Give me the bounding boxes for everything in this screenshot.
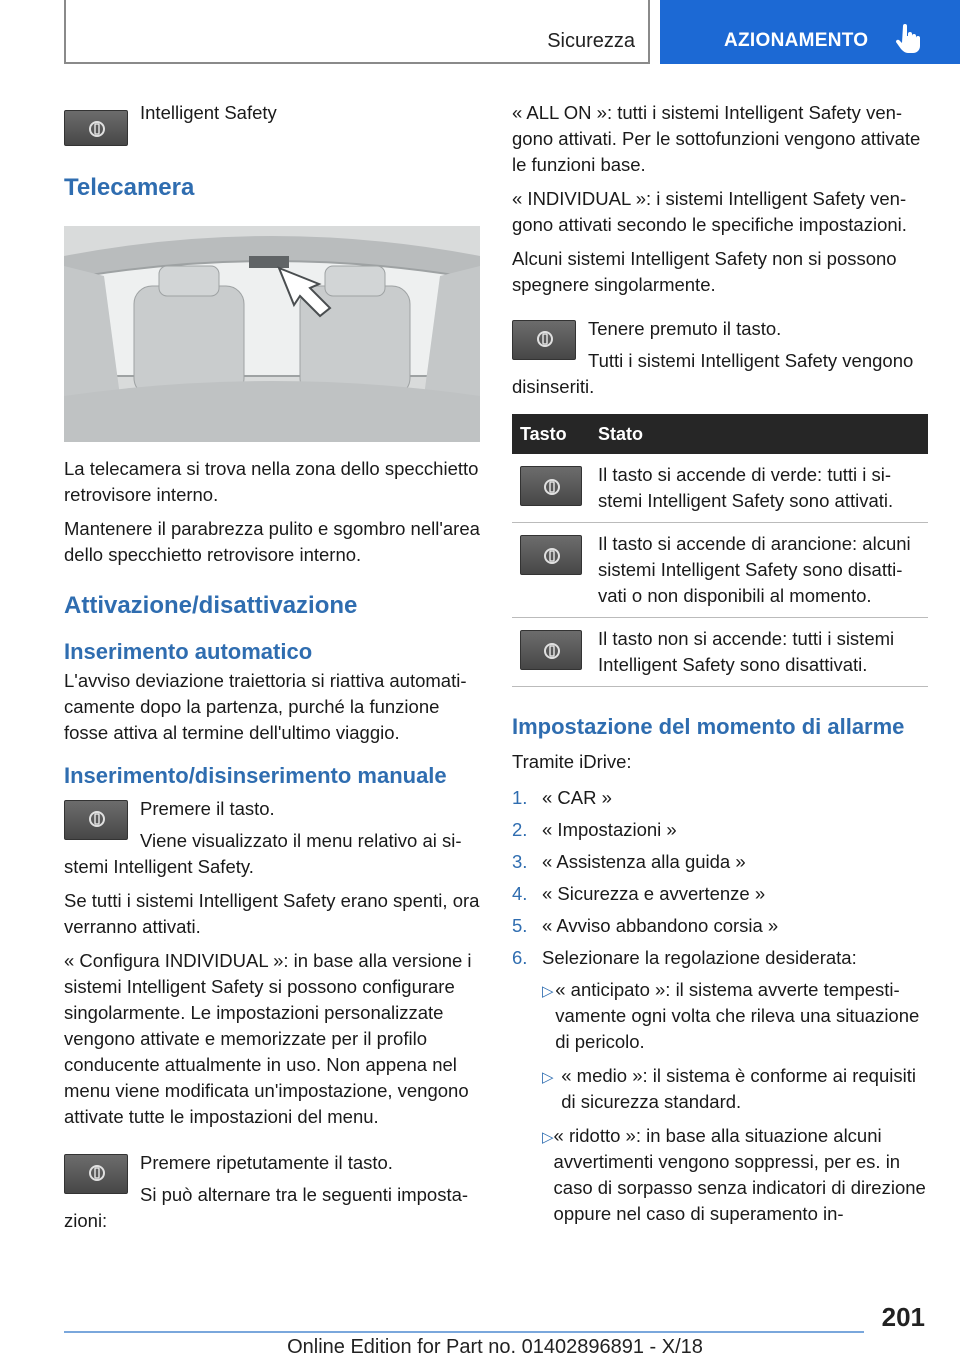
- table-row: [512, 618, 928, 687]
- intelligent-safety-button-icon: [64, 110, 128, 146]
- tab-azionamento-label: AZIONAMENTO: [724, 30, 869, 51]
- heading-inserimento-manuale: Inserimento/disinserimento manuale: [64, 763, 447, 788]
- hand-pointer-icon: [895, 24, 921, 54]
- step-number: 3.: [512, 851, 528, 872]
- hold-text-1: Tenere premuto il tasto.: [588, 318, 782, 339]
- list-item: [542, 1123, 932, 1227]
- manual-text-3: Se tutti i sistemi Intelligent Safety erano spenti, ora verranno attivati.: [64, 890, 480, 937]
- list-item: [542, 977, 932, 1055]
- car-interior-illustration: [64, 226, 480, 442]
- step-number: 5.: [512, 915, 528, 936]
- camera-location-image: [64, 226, 480, 442]
- table-row: [512, 454, 928, 523]
- step-number: 1.: [512, 787, 528, 808]
- intelligent-safety-button-icon: [520, 630, 582, 670]
- step-text: Selezionare la regolazione desiderata:: [542, 947, 857, 968]
- step-number: 2.: [512, 819, 528, 840]
- bullet-text: « anticipato »: il sistema avverte tempestivamente ogni volta che rileva una situazione di pericolo.: [555, 979, 920, 1052]
- intelligent-safety-button-icon: [64, 1154, 128, 1194]
- list-item: [512, 849, 932, 875]
- step-number: 6.: [512, 947, 528, 968]
- table-cell-icon: [512, 618, 590, 687]
- heading-momento-allarme: Impostazione del momento di allarme: [512, 714, 905, 739]
- table-cell-icon: [512, 523, 590, 618]
- repeat-text-2: Si può alternare tra le seguenti impostazioni:: [64, 1184, 469, 1231]
- footer-rule: [64, 1331, 864, 1333]
- intelligent-safety-button-icon: [520, 466, 582, 506]
- step-text: « Assistenza alla guida »: [542, 851, 746, 872]
- triangle-bullet-icon: ▷: [542, 983, 554, 1000]
- page-number: 201: [881, 1302, 925, 1332]
- table-row: [512, 523, 928, 618]
- table-cell-status: Il tasto si accende di verde: tutti i sistemi Intelligent Safety sono attivati.: [590, 454, 928, 523]
- bullet-text: « medio »: il sistema è conforme ai requisiti di sicurezza standard.: [561, 1065, 916, 1112]
- step-number: 4.: [512, 883, 528, 904]
- status-table: [512, 414, 928, 687]
- table-cell-icon: [512, 454, 590, 523]
- icon-caption: Intelligent Safety: [140, 102, 277, 123]
- intelligent-safety-button-icon: [520, 535, 582, 575]
- individual-text: « INDIVIDUAL »: i sistemi Intelligent Safety vengono attivati secondo le specifiche impostazioni.: [512, 188, 907, 235]
- bullet-text: « ridotto »: in base alla situazione alcuni avvertimenti vengono soppressi, per es. in caso di sorpasso senza indicatori di direzione oppure nel caso di superamento in-: [553, 1125, 926, 1224]
- all-on-text: « ALL ON »: tutti i sistemi Intelligent Safety vengono attivati. Per le sottofunzioni vengono attivate le funzioni base.: [512, 102, 921, 175]
- header-rule-left: [64, 0, 66, 64]
- edition-text: Online Edition for Part no. 01402896891 - X/18: [287, 1336, 703, 1358]
- list-item: [542, 1063, 932, 1115]
- page-header: [0, 0, 960, 64]
- list-item: [512, 785, 932, 811]
- step-text: « Impostazioni »: [542, 819, 677, 840]
- intelligent-safety-button-icon: [64, 800, 128, 840]
- intelligent-safety-icon-block: [64, 100, 480, 152]
- list-item: [512, 945, 932, 971]
- triangle-bullet-icon: ▷: [542, 1129, 554, 1146]
- camera-text-1: La telecamera si trova nella zona dello specchietto retrovisore interno.: [64, 458, 479, 505]
- step-text: « Avviso abbandono corsia »: [542, 915, 779, 936]
- manual-block: [64, 796, 480, 1130]
- camera-text-2: Mantenere il parabrezza pulito e sgombro nell'area dello specchietto retrovisore interno.: [64, 518, 480, 565]
- hold-block: [512, 316, 932, 400]
- step-text: « CAR »: [542, 787, 612, 808]
- repeat-block: [64, 1150, 480, 1234]
- hold-text-2: Tutti i sistemi Intelligent Safety vengono disinseriti.: [512, 350, 914, 397]
- manual-text-2: Viene visualizzato il menu relativo ai sistemi Intelligent Safety.: [64, 830, 462, 877]
- intelligent-safety-button-icon: [512, 320, 576, 360]
- header-rule-divider: [648, 0, 650, 64]
- heading-telecamera: Telecamera: [64, 174, 195, 201]
- heading-inserimento-automatico: Inserimento automatico: [64, 639, 313, 664]
- via-idrive: Tramite iDrive:: [512, 751, 632, 772]
- section-label[interactable]: Sicurezza: [547, 30, 635, 52]
- list-item: [512, 913, 932, 939]
- triangle-bullet-icon: ▷: [542, 1069, 554, 1086]
- list-item: [512, 817, 932, 843]
- auto-text: L'avviso deviazione traiettoria si riattiva automaticamente dopo la partenza, purché la funzione fosse attiva al termine dell'ultimo viaggio.: [64, 670, 467, 743]
- heading-attivazione: Attivazione/disattivazione: [64, 592, 358, 619]
- header-rule-bottom: [64, 62, 650, 64]
- manual-text-4: « Configura INDIVIDUAL »: in base alla versione i sistemi Intelligent Safety si possono configurare singolarmente. Le impostazioni personalizzate vengono attivate e memorizzate per il profilo conducente attualmente in uso. Non appena nel menu viene modificata un'impostazione, vengono attivate tutte le impostazioni del menu.: [64, 950, 472, 1127]
- table-header-row: [512, 414, 928, 454]
- bullet-list: [512, 977, 932, 1227]
- table-cell-status: Il tasto non si accende: tutti i sistemi Intelligent Safety sono disattivati.: [590, 618, 928, 687]
- list-item: [512, 881, 932, 907]
- cannot-off-text: Alcuni sistemi Intelligent Safety non si possono spegnere singolarmente.: [512, 248, 897, 295]
- left-column: [64, 100, 480, 1242]
- table-cell-status: Il tasto si accende di arancione: alcuni sistemi Intelligent Safety sono disattivati o non disponibili al momento.: [590, 523, 928, 618]
- step-text: « Sicurezza e avvertenze »: [542, 883, 766, 904]
- table-header-tasto: Tasto: [512, 414, 590, 454]
- steps-list: [512, 785, 932, 971]
- manual-text-1: Premere il tasto.: [140, 798, 275, 819]
- table-header-stato: Stato: [590, 414, 928, 454]
- right-column: [512, 100, 932, 1235]
- repeat-text-1: Premere ripetutamente il tasto.: [140, 1152, 393, 1173]
